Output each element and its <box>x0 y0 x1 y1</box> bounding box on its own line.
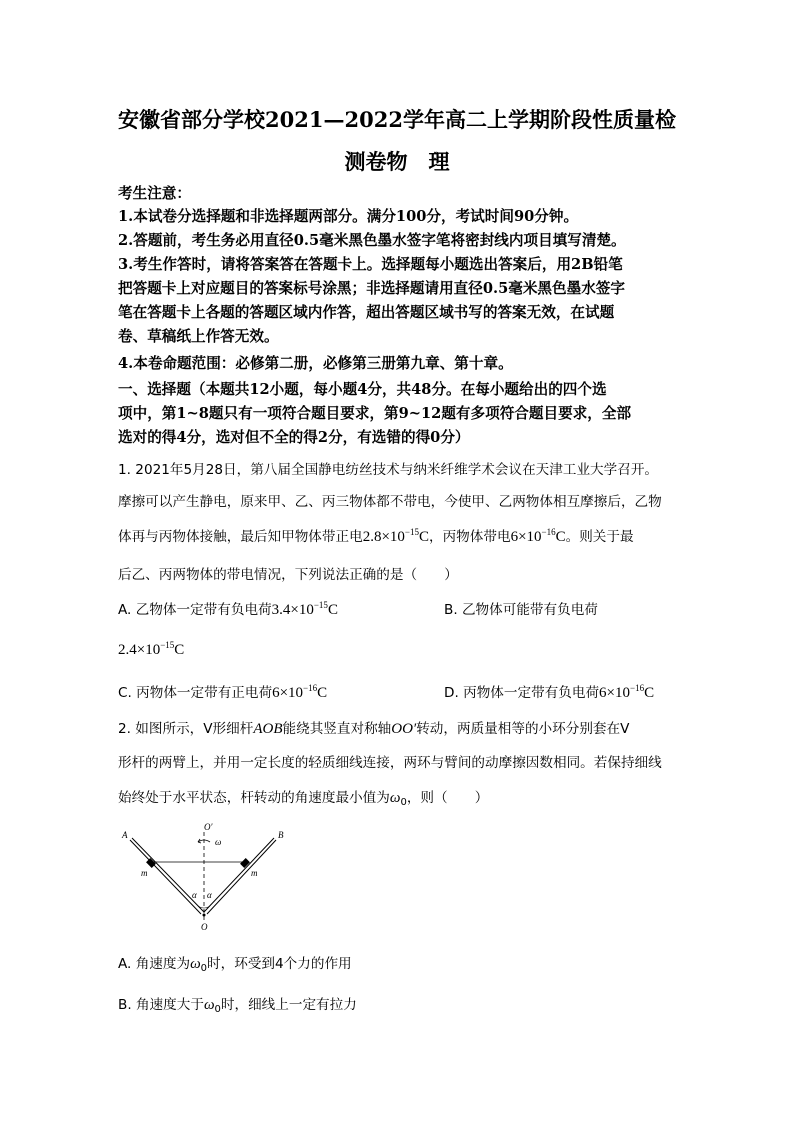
exam-title-line2: 测卷物 理 <box>344 149 450 174</box>
question-1-stem: 摩擦可以产生静电，原来甲、乙、丙三物体都不带电，今使甲、乙两物体相互摩擦后，乙物 <box>118 494 662 510</box>
section-instruction: 一、选择题（本题共12小题，每小题4分，共48分。在每小题给出的四个选 <box>118 381 607 398</box>
label-b: B <box>278 830 284 840</box>
left-ring <box>146 858 156 868</box>
v-rod-right-arm-outer <box>207 840 276 914</box>
question-1-stem: 体再与丙物体接触，最后知甲物体带正电$2.8\times 10^{-15}C$，丙物体带电$6\times 10^{-16}C$。则关于最 <box>118 527 634 545</box>
notice-item: 卷、草稿纸上作答无效。 <box>118 328 279 345</box>
section-instruction: 项中，第1~8题只有一项符合题目要求，第9~12题有多项符合题目要求，全部 <box>118 405 632 422</box>
pivot-point <box>203 914 206 917</box>
question-1-option-b-value: $2.4\times 10^{-15}C$ <box>118 640 185 658</box>
charge-value: $2.8\times 10^{-15}C$ <box>362 527 429 545</box>
question-1-stem: 1. 2021年5月28日，第八届全国静电纺丝技术与纳米纤维学术会议在天津工业大学召开。 <box>118 462 659 478</box>
label-o: O <box>201 922 208 932</box>
notice-item: 笔在答题卡上各题的答题区域内作答，超出答题区域书写的答案无效，在试题 <box>118 304 615 321</box>
question-2-stem: 2. 如图所示，V形细杆AOB能绕其竖直对称轴OO′转动，两质量相等的小环分别套在V <box>118 721 630 737</box>
question-2-option-b: B. 角速度大于$\omega_0$时，细线上一定有拉力 <box>118 997 357 1015</box>
question-1-stem: 后乙、丙两物体的带电情况，下列说法正确的是（ ） <box>118 567 458 583</box>
label-alpha-left: α <box>192 890 197 900</box>
exam-title-line1: 安徽省部分学校2021—2022学年高二上学期阶段性质量检 <box>118 107 676 132</box>
v-rod-right-arm-inner <box>204 838 274 912</box>
question-1-option-b: B. 乙物体可能带有负电荷 <box>444 602 598 618</box>
question-1-option-d: D. 丙物体一定带有负电荷$6\times 10^{-16}C$ <box>444 683 655 701</box>
question-2-stem: 始终处于水平状态，杆转动的角速度最小值为$\omega_0$，则（ ） <box>118 790 489 808</box>
question-2-option-a: A. 角速度为$\omega_0$时，环受到4个力的作用 <box>118 956 352 974</box>
label-a: A <box>122 830 128 840</box>
notice-item: 3.考生作答时，请将答案答在答题卡上。选择题每小题选出答案后，用2B铅笔 <box>118 256 623 273</box>
question-1-option-c: C. 丙物体一定带有正电荷$6\times 10^{-16}C$ <box>118 683 328 701</box>
label-m-right: m <box>251 868 258 878</box>
section-instruction: 选对的得4分，选对但不全的得2分，有选错的得0分） <box>118 429 470 446</box>
notice-item: 2.答题前，考生务必用直径0.5毫米黑色墨水签字笔将密封线内项目填写清楚。 <box>118 232 626 249</box>
v-rod-figure <box>118 818 288 936</box>
notice-item: 1.本试卷分选择题和非选择题两部分。满分100分，考试时间90分钟。 <box>118 208 579 225</box>
charge-value: $6\times 10^{-16}C$ <box>510 527 566 545</box>
label-alpha-right: α <box>207 890 212 900</box>
question-2-stem: 形杆的两臂上，并用一定长度的轻质细线连接，两环与臂间的动摩擦因数相同。若保持细线 <box>118 755 662 771</box>
right-ring <box>240 858 250 868</box>
notice-heading: 考生注意： <box>118 185 191 202</box>
label-o-prime: O′ <box>204 822 213 832</box>
notice-item: 4.本卷命题范围：必修第二册，必修第三册第九章、第十章。 <box>118 355 513 372</box>
question-1-option-a: A. 乙物体一定带有负电荷$3.4\times 10^{-15}C$ <box>118 600 338 618</box>
notice-item: 把答题卡上对应题目的答案标号涂黑；非选择题请用直径0.5毫米黑色墨水签字 <box>118 280 625 297</box>
label-m-left: m <box>141 868 148 878</box>
label-omega: ω <box>215 837 222 847</box>
